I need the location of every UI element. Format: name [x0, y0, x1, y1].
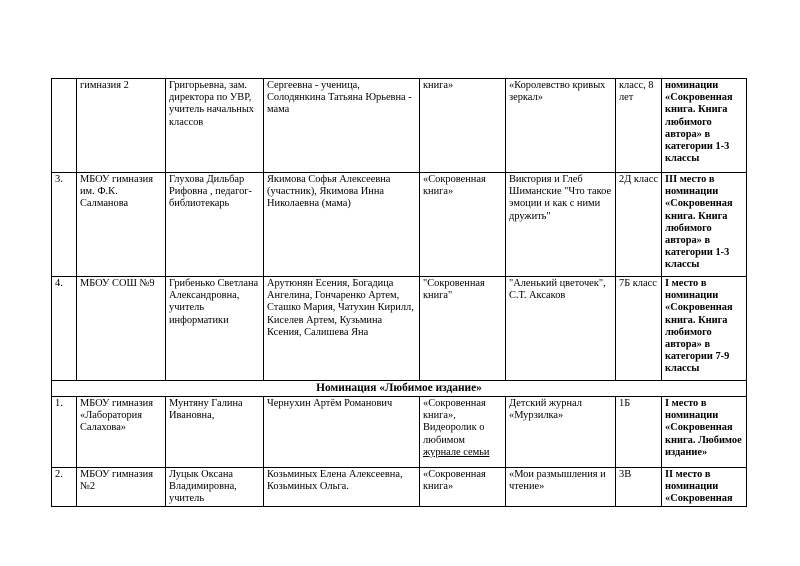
supervisor-cell: Глухова Дильбар Рифовна , педагог-библиотекарь: [166, 173, 264, 277]
table-row: [52, 468, 747, 507]
participants-cell: Сергеевна - ученица, Солодянкина Татьяна Юрьевна - мама: [264, 79, 420, 173]
school-cell: гимназия 2: [77, 79, 166, 173]
work-cell: [420, 397, 506, 468]
result-cell: I место в номинации «Сокровенная книга. Книга любимого автора» в категории 7-9 классы: [662, 277, 747, 381]
book-cell: «Мои размышления и чтение»: [506, 468, 616, 507]
row-number: [52, 79, 77, 173]
participants-cell: Якимова Софья Алексеевна (участник), Якимова Инна Николаевна (мама): [264, 173, 420, 277]
section-title: Номинация «Любимое издание»: [52, 381, 747, 397]
work-cell: «Сокровенная книга»: [420, 468, 506, 507]
table-row: [52, 79, 747, 173]
row-number: 3.: [52, 173, 77, 277]
school-cell: МБОУ гимназия им. Ф.К. Салманова: [77, 173, 166, 277]
grade-cell: 1Б: [616, 397, 662, 468]
work-cell: «Сокровенная книга»: [420, 173, 506, 277]
work-text: «Сокровенная книга», Видеоролик о любимом: [423, 398, 486, 446]
grade-cell: 7Б класс: [616, 277, 662, 381]
participants-cell: Чернухин Артём Романович: [264, 397, 420, 468]
book-cell: «Королевство кривых зеркал»: [506, 79, 616, 173]
participants-cell: Арутюнян Есения, Богадица Ангелина, Гончаренко Артем, Сташко Мария, Чатухин Кирилл, Киселев Артем, Кузьмина Ксения, Салишева Яна: [264, 277, 420, 381]
grade-cell: 3В: [616, 468, 662, 507]
row-number: 4.: [52, 277, 77, 381]
book-cell: "Аленький цветочек", С.Т. Аксаков: [506, 277, 616, 381]
table-row: [52, 173, 747, 277]
school-cell: МБОУ гимназия №2: [77, 468, 166, 507]
school-cell: МБОУ СОШ №9: [77, 277, 166, 381]
result-cell: номинации «Сокровенная книга. Книга любимого автора» в категории 1-3 классы: [662, 79, 747, 173]
work-cell: книга»: [420, 79, 506, 173]
result-cell: II место в номинации «Сокровенная: [662, 468, 747, 507]
awards-table: [51, 78, 747, 507]
result-cell: III место в номинации «Сокровенная книга. Книга любимого автора» в категории 1-3 классы: [662, 173, 747, 277]
participants-cell: Козьминых Елена Алексеевна, Козьминых Ольга.: [264, 468, 420, 507]
book-cell: Виктория и Глеб Шиманские "Что такое эмоции и как с ними дружить": [506, 173, 616, 277]
grade-cell: класс, 8 лет: [616, 79, 662, 173]
supervisor-cell: Грибенько Светлана Александровна, учитель информатики: [166, 277, 264, 381]
row-number: 1.: [52, 397, 77, 468]
school-cell: МБОУ гимназия «Лаборатория Салахова»: [77, 397, 166, 468]
section-row: [52, 381, 747, 397]
supervisor-cell: Мунтяну Галина Ивановна,: [166, 397, 264, 468]
result-cell: I место в номинации «Сокровенная книга. Любимое издание»: [662, 397, 747, 468]
work-cell: "Сокровенная книга": [420, 277, 506, 381]
supervisor-cell: Луцык Оксана Владимировна, учитель: [166, 468, 264, 507]
table-row: [52, 277, 747, 381]
work-underlined-text: журнале семьи: [423, 446, 490, 458]
grade-cell: 2Д класс: [616, 173, 662, 277]
row-number: 2.: [52, 468, 77, 507]
supervisor-cell: Григорьевна, зам. директора по УВР, учитель начальных классов: [166, 79, 264, 173]
table-row: [52, 397, 747, 468]
book-cell: Детский журнал «Мурзилка»: [506, 397, 616, 468]
